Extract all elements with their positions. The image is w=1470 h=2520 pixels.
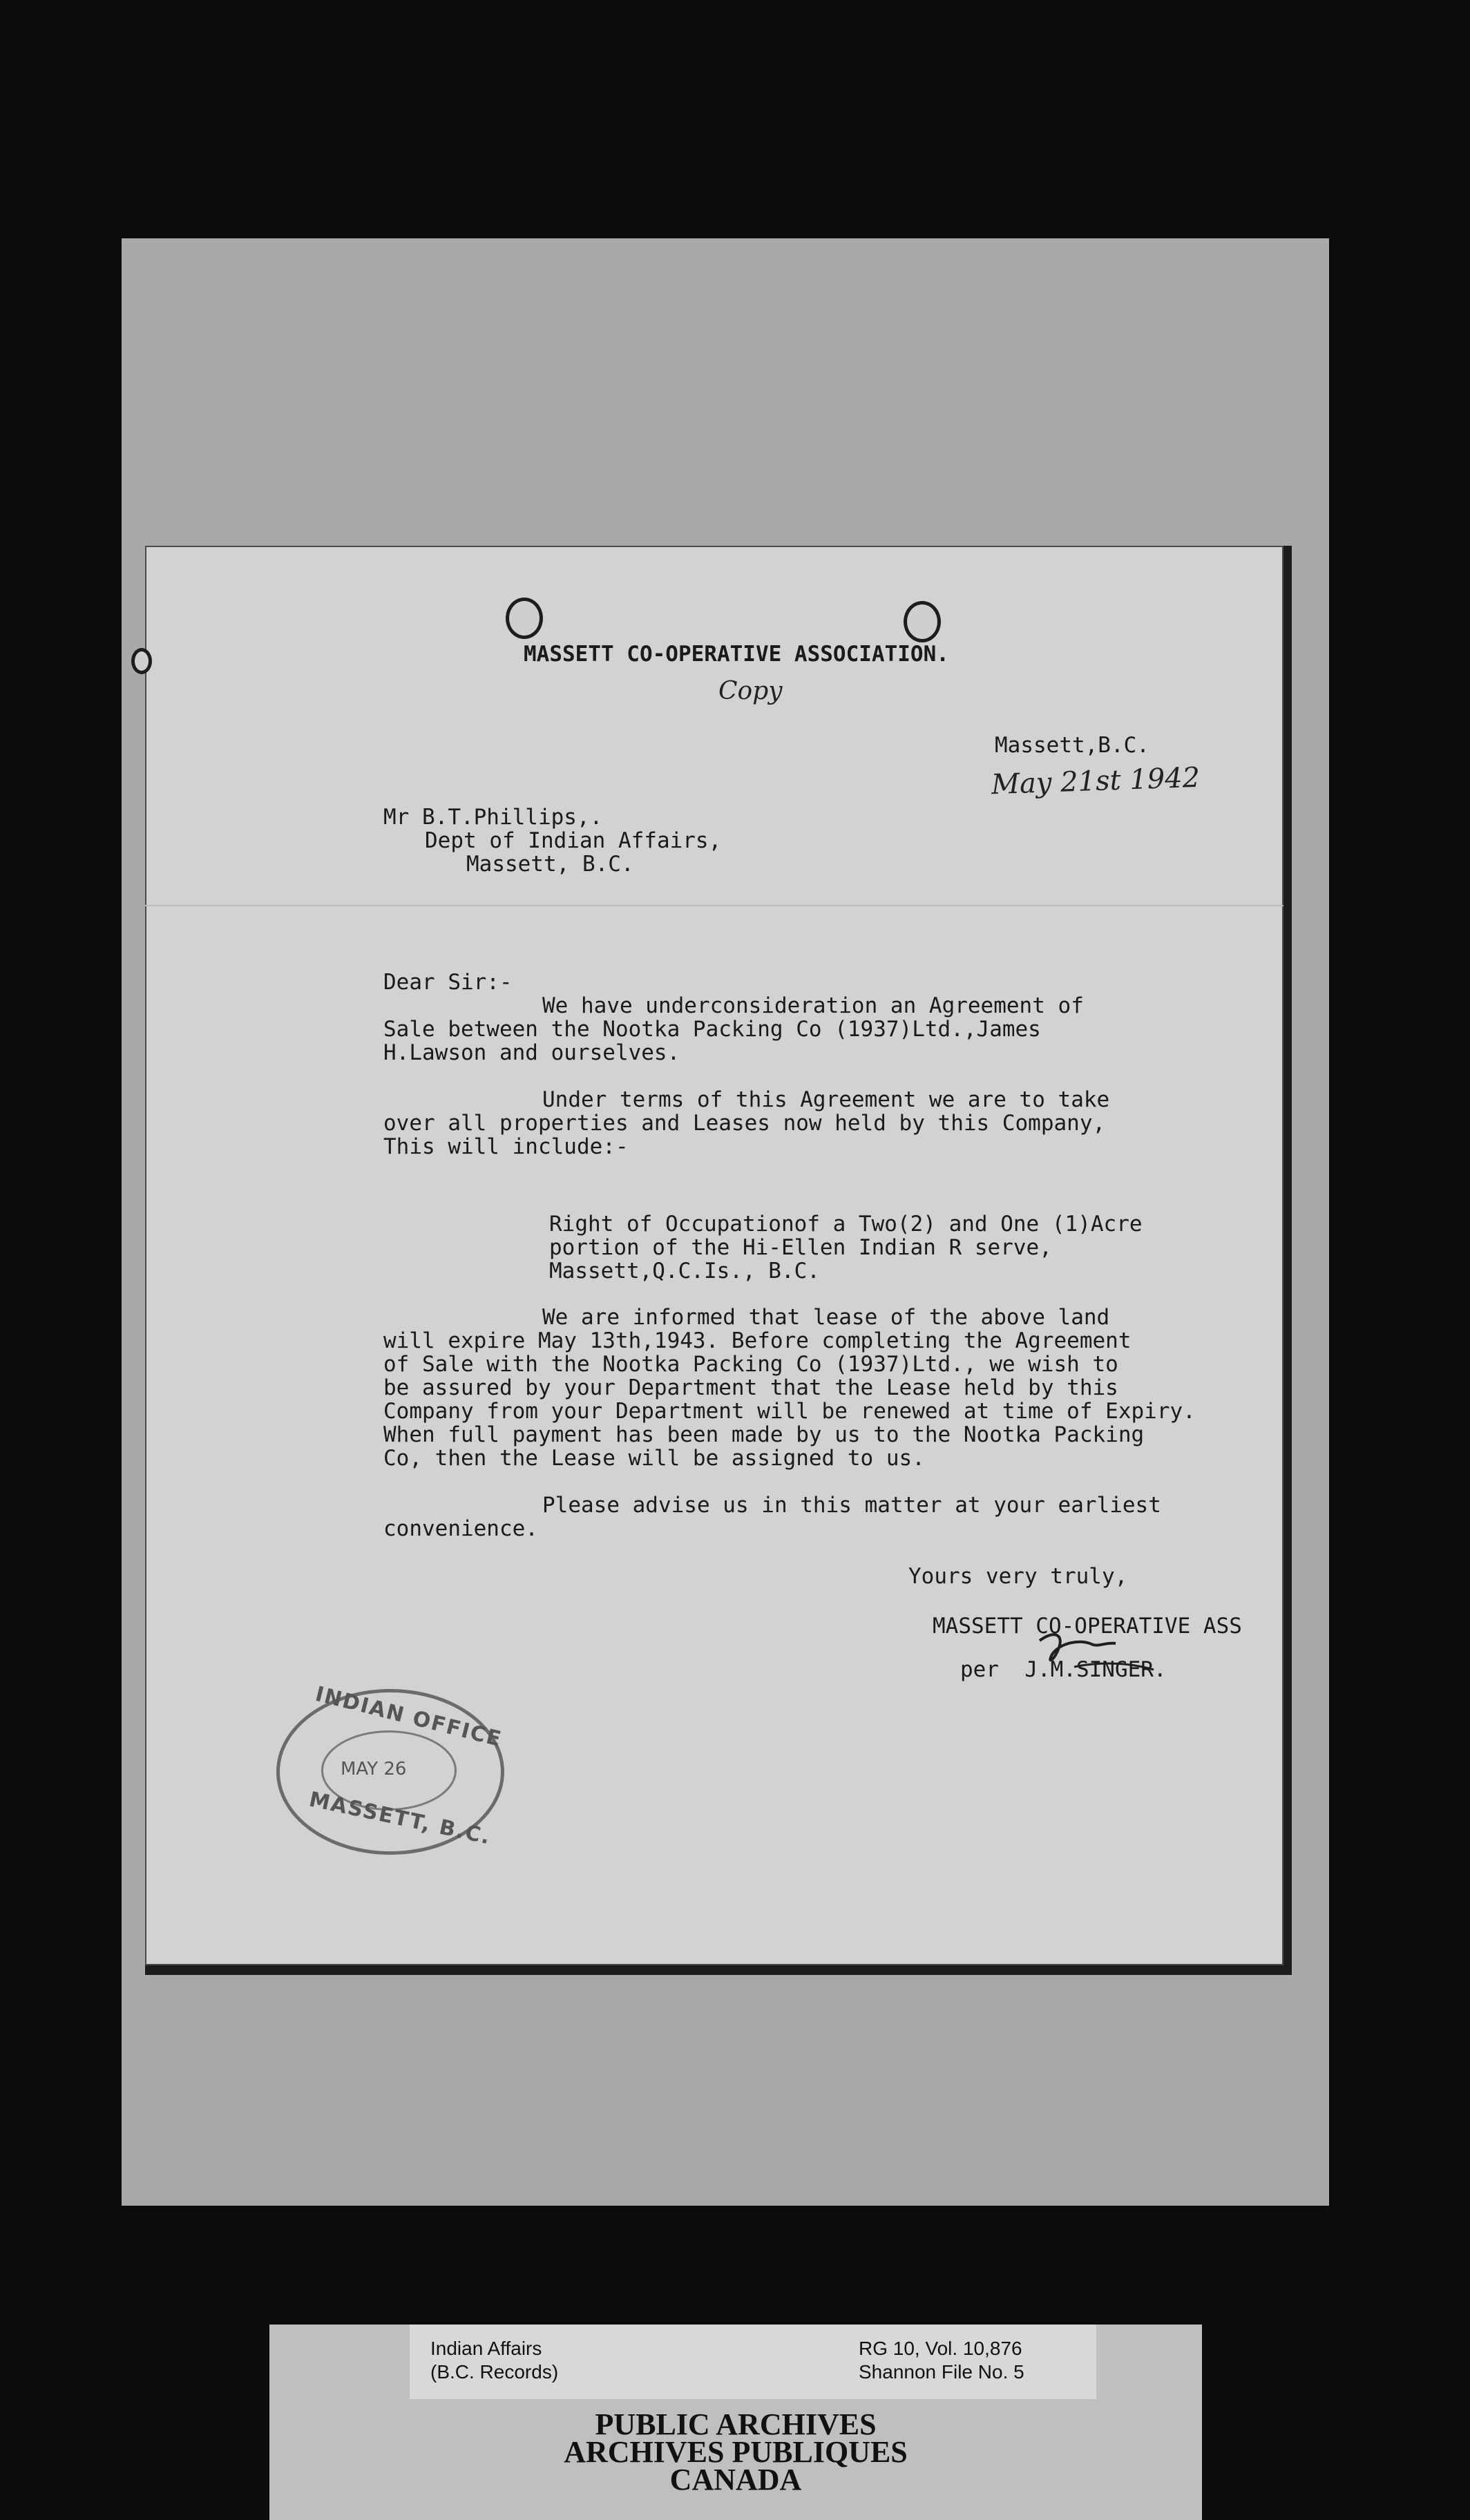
recipient-line-2: Dept of Indian Affairs, bbox=[425, 828, 722, 853]
para-4-line-4: be assured by your Department that the Lease held by this bbox=[383, 1375, 1118, 1400]
punch-hole-left bbox=[506, 598, 543, 639]
para-2-line-3: This will include:- bbox=[383, 1134, 629, 1159]
handwritten-signature bbox=[1033, 1627, 1157, 1675]
para-5-line-2: convenience. bbox=[383, 1516, 538, 1541]
label-reference-strip bbox=[410, 2325, 1096, 2399]
para-3-line-1: Right of Occupationof a Two(2) and One (1)Acre bbox=[549, 1212, 1143, 1237]
para-4-line-3: of Sale with the Nootka Packing Co (1937)Ltd., we wish to bbox=[383, 1352, 1118, 1377]
letter-place: Massett,B.C. bbox=[995, 733, 1149, 758]
para-1-line-1: We have underconsideration an Agreement of bbox=[542, 993, 1084, 1018]
para-5-line-1: Please advise us in this matter at your earliest bbox=[542, 1493, 1161, 1518]
label-volume: RG 10, Vol. 10,876 bbox=[859, 2338, 1022, 2359]
para-3-line-3: Massett,Q.C.Is., B.C. bbox=[549, 1259, 820, 1283]
para-4-line-2: will expire May 13th,1943. Before completing the Agreement bbox=[383, 1328, 1132, 1353]
recipient-line-3: Massett, B.C. bbox=[466, 852, 634, 877]
archive-name-en: PUBLIC ARCHIVES bbox=[595, 2407, 877, 2441]
para-2-line-2: over all properties and Leases now held by this Company, bbox=[383, 1111, 1106, 1136]
para-4-line-1: We are informed that lease of the above land bbox=[542, 1305, 1110, 1330]
para-4-line-5: Company from your Department will be renewed at time of Expiry. bbox=[383, 1399, 1196, 1424]
label-series-line-1: Indian Affairs bbox=[430, 2338, 542, 2359]
closing: Yours very truly, bbox=[908, 1564, 1128, 1589]
recipient-line-1: Mr B.T.Phillips,. bbox=[383, 805, 603, 830]
label-file: Shannon File No. 5 bbox=[859, 2361, 1024, 2383]
para-4-line-7: Co, then the Lease will be assigned to us. bbox=[383, 1446, 925, 1471]
copy-annotation: Copy bbox=[718, 677, 783, 705]
stamp-date: MAY 26 bbox=[341, 1759, 407, 1779]
archive-country: CANADA bbox=[669, 2463, 802, 2497]
signature-name: per J.M.SINGER. bbox=[960, 1657, 1167, 1682]
fold-line bbox=[145, 905, 1283, 906]
signature-organization: MASSETT CO-OPERATIVE ASS bbox=[933, 1614, 1242, 1639]
archive-name-fr: ARCHIVES PUBLIQUES bbox=[564, 2435, 908, 2469]
letter-page bbox=[145, 546, 1292, 1975]
stamp-office: INDIAN OFFICE bbox=[312, 1681, 505, 1753]
salutation: Dear Sir:- bbox=[383, 970, 513, 995]
stamp-location: MASSETT, B.C. bbox=[307, 1787, 494, 1850]
archive-label bbox=[269, 2325, 1202, 2520]
para-2-line-1: Under terms of this Agreement we are to take bbox=[542, 1087, 1110, 1112]
letter-date: May 21st 1942 bbox=[991, 761, 1201, 801]
para-1-line-3: H.Lawson and ourselves. bbox=[383, 1040, 680, 1065]
received-stamp bbox=[276, 1681, 505, 1855]
label-series-line-2: (B.C. Records) bbox=[430, 2361, 559, 2383]
para-1-line-2: Sale between the Nootka Packing Co (1937)Ltd.,James bbox=[383, 1017, 1041, 1042]
punch-hole-edge bbox=[131, 648, 152, 674]
para-4-line-6: When full payment has been made by us to the Nootka Packing bbox=[383, 1422, 1145, 1447]
punch-hole-right bbox=[904, 601, 941, 642]
letterhead: MASSETT CO-OPERATIVE ASSOCIATION. bbox=[524, 642, 949, 667]
para-3-line-2: portion of the Hi-Ellen Indian R serve, bbox=[549, 1235, 1052, 1260]
